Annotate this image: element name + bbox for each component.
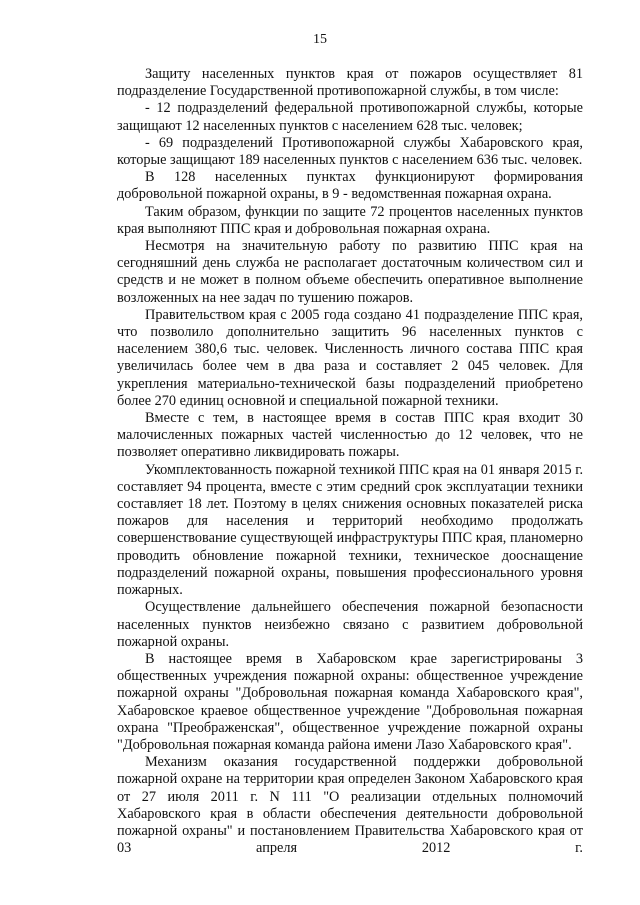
paragraph: В 128 населенных пунктах функционируют формирования добровольной пожарной охраны, в 9 - ведомственная пожарная охрана. [117, 169, 583, 203]
body-text [117, 66, 583, 857]
paragraph: Таким образом, функции по защите 72 процентов населенных пунктов края выполняют ППС края и добровольная пожарная охрана. [117, 203, 583, 237]
page-number: 15 [313, 32, 327, 47]
paragraph: Осуществление дальнейшего обеспечения пожарной безопасности населенных пунктов неизбежно связано с развитием добровольной пожарной охраны. [117, 599, 583, 650]
paragraph: - 12 подразделений федеральной противопожарной службы, которые защищают 12 населенных пунктов с населением 628 тыс. человек; [117, 100, 583, 134]
paragraph: Правительством края с 2005 года создано 41 подразделение ППС края, что позволило дополнительно защитить 96 населенных пунктов с населением 380,6 тыс. человек. Численность личного состава ППС края увеличилась более чем в два раза и составляет 2 045 человек. Для укрепления материально-технической базы подразделений приобретено более 270 единиц основной и специальной пожарной техники. [117, 306, 583, 409]
paragraph: Вместе с тем, в настоящее время в состав ППС края входит 30 малочисленных пожарных частей численностью до 12 человек, что не позволяет оперативно ликвидировать пожары. [117, 410, 583, 461]
paragraph: Защиту населенных пунктов края от пожаров осуществляет 81 подразделение Государственной противопожарной службы, в том числе: [117, 66, 583, 100]
paragraph: Укомплектованность пожарной техникой ППС края на 01 января 2015 г. составляет 94 процента, вместе с этим средний срок эксплуатации техники составляет 18 лет. Поэтому в целях снижения основных показателей риска пожаров для населения и территорий необходимо продолжать совершенствование существующей инфраструктуры ППС края, планомерно проводить обновление пожарной техники, техническое дооснащение подразделений пожарной охраны, повышения профессионального уровня пожарных. [117, 461, 584, 599]
paragraph: - 69 подразделений Противопожарной службы Хабаровского края, которые защищают 189 населенных пунктов с населением 636 тыс. человек. [117, 134, 583, 169]
paragraph: Несмотря на значительную работу по развитию ППС края на сегодняшний день служба не располагает достаточным количеством сил и средств и не может в полном объеме обеспечить оперативное выполнение возложенных на нее задач по тушению пожаров. [117, 238, 583, 306]
paragraph: В настоящее время в Хабаровском крае зарегистрированы 3 общественных учреждения пожарной охраны: общественное учреждение пожарной охраны "Добровольная пожарная команда Хабаровского края", Хабаровское краевое общественное учреждение "Добровольная пожарная охрана "Преображенская", общественное учреждение пожарной охраны "Добровольная пожарная команда района имени Лазо Хабаровского края". [117, 650, 583, 753]
paragraph: Механизм оказания государственной поддержки добровольной пожарной охране на территории края определен Законом Хабаровского края от 27 июля 2011 г. N 111 "О реализации отдельных полномочий Хабаровского края в области обеспечения деятельности добровольной пожарной охраны" и постановлением Правительства Хабаровского края от 03 апреля 2012 г. [117, 754, 583, 857]
